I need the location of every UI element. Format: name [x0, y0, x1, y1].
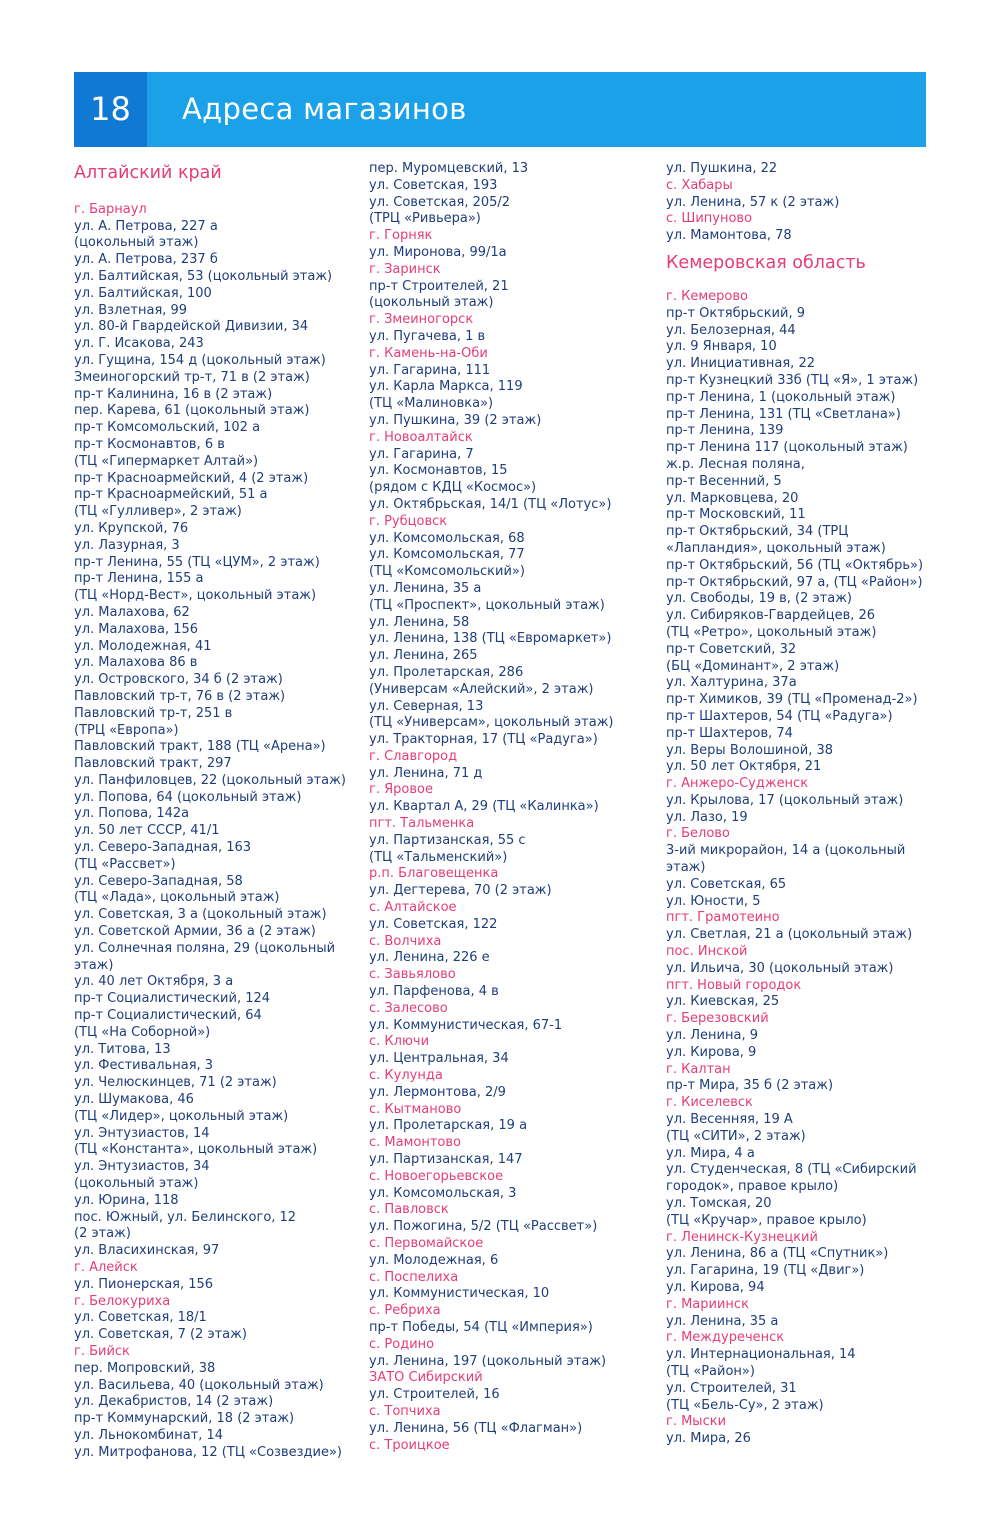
address-line: ул. Лермонтова, 2/9	[369, 1084, 506, 1100]
address-line: пр-т Октябрьский, 34 (ТРЦ	[666, 524, 849, 540]
city-heading: г. Белово	[666, 826, 730, 842]
address-line: ул. Свободы, 19 в, (2 этаж)	[666, 591, 852, 607]
address-line: ул. Ленина, 265	[369, 648, 478, 664]
address-line: ул. Ленина, 56 (ТЦ «Флагман»)	[369, 1420, 583, 1436]
city-heading: г. Алейск	[74, 1260, 138, 1275]
address-line: ул. Коммунистическая, 67-1	[369, 1017, 563, 1033]
address-line: пр-т Мира, 35 б (2 этаж)	[666, 1078, 834, 1094]
address-line: ул. Васильева, 40 (цокольный этаж)	[74, 1377, 324, 1393]
address-line: ул. Льнокомбинат, 14	[74, 1427, 224, 1443]
city-heading: с. Залесово	[369, 1000, 448, 1016]
address-line: ул. Декабристов, 14 (2 этаж)	[74, 1394, 274, 1410]
address-line: ул. Ленина, 71 д	[369, 765, 483, 781]
address-line: ул. Пугачева, 1 в	[369, 328, 486, 344]
address-line: ул. Ленина, 226 е	[369, 950, 490, 966]
address-line: ул. Партизанская, 147	[369, 1152, 523, 1168]
address-line: (ТЦ «Проспект», цокольный этаж)	[369, 597, 605, 613]
city-heading: пос. Инской	[666, 944, 748, 960]
address-line: ул. Пионерская, 156	[74, 1276, 214, 1292]
address-line: ул. Ленина, 57 к (2 этаж)	[666, 194, 840, 210]
address-line: ул. Томская, 20	[666, 1196, 772, 1212]
address-line: ул. Советская, 3 а (цокольный этаж)	[74, 907, 327, 923]
address-line: ул. Кирова, 94	[666, 1280, 765, 1295]
address-line: ул. Советская, 65	[666, 876, 787, 892]
city-heading: г. Бийск	[74, 1343, 130, 1359]
address-line: ул. Малахова, 62	[74, 604, 190, 620]
city-heading: с. Топчиха	[369, 1403, 441, 1419]
address-line: (рядом с КДЦ «Космос»)	[369, 480, 537, 496]
address-line: (ТЦ «Константа», цокольный этаж)	[74, 1142, 318, 1158]
city-heading: пгт. Грамотеино	[666, 910, 780, 926]
address-line: пр-т Социалистический, 124	[74, 991, 271, 1007]
address-line: ул. Ленина, 197 (цокольный этаж)	[369, 1353, 607, 1369]
address-line: этаж)	[74, 957, 114, 973]
address-line: ул. Советская, 205/2	[369, 194, 511, 210]
address-line: пр-т Советский, 32	[666, 641, 797, 657]
address-line: пер. Карева, 61 (цокольный этаж)	[74, 403, 310, 419]
address-line: пр-т Космонавтов, 6 в	[74, 436, 225, 452]
city-heading: с. Шипуново	[666, 211, 753, 227]
address-line: (ТЦ «Кручар», правое крыло)	[666, 1212, 867, 1228]
address-line: (ТЦ «Малиновка»)	[369, 396, 494, 412]
address-line: (БЦ «Доминант», 2 этаж)	[666, 658, 840, 674]
address-line: ул. Северо-Западная, 163	[74, 840, 252, 856]
address-line: пр-т Московский, 11	[666, 507, 806, 523]
address-line: (ТЦ «Рассвет»)	[74, 856, 176, 872]
address-line: пр-т Химиков, 39 (ТЦ «Променад-2»)	[666, 692, 918, 708]
city-heading: с. Ключи	[369, 1034, 430, 1050]
city-heading: г. Барнаул	[74, 201, 147, 217]
address-line: ул. Взлетная, 99	[74, 302, 188, 318]
address-line: ул. 9 Января, 10	[666, 339, 777, 355]
address-line: ул. Попова, 142а	[74, 806, 190, 822]
address-line: ул. Балтийская, 100	[74, 285, 212, 301]
address-line: ул. Квартал А, 29 (ТЦ «Калинка»)	[369, 799, 599, 815]
address-line: пр-т Социалистический, 64	[74, 1008, 262, 1024]
city-heading: г. Новоалтайск	[369, 429, 473, 445]
address-line: (ТЦ «Гулливер», 2 этаж)	[74, 504, 242, 520]
address-line: ул. Пушкина, 39 (2 этаж)	[369, 412, 542, 428]
address-line: ул. Гущина, 154 д (цокольный этаж)	[74, 352, 326, 368]
address-line: ул. Киевская, 25	[666, 994, 780, 1010]
address-line: пер. Муромцевский, 13	[369, 161, 529, 176]
address-line: пр-т Весенний, 5	[666, 473, 782, 489]
address-line: ул. Дегтерева, 70 (2 этаж)	[369, 883, 552, 899]
address-line: пр-т Октябрьский, 97 а, (ТЦ «Район»)	[666, 574, 923, 590]
page-title: Адреса магазинов	[182, 92, 467, 126]
address-line: (цокольный этаж)	[74, 235, 199, 251]
address-line: ул. Тракторная, 17 (ТЦ «Радуга»)	[369, 732, 598, 748]
address-line: ул. Митрофанова, 12 (ТЦ «Созвездие»)	[74, 1444, 342, 1460]
address-line: ул. Сибиряков-Гвардейцев, 26	[666, 608, 876, 624]
page-number: 18	[74, 72, 147, 147]
city-heading: с. Павловск	[369, 1202, 449, 1218]
address-column-1	[74, 161, 346, 1462]
address-line: ул. Космонавтов, 15	[369, 463, 508, 479]
address-line: ул. 80-й Гвардейской Дивизии, 34	[74, 319, 309, 335]
address-line: ул. Молодежная, 6	[369, 1252, 499, 1268]
address-line: ул. Лазурная, 3	[74, 537, 180, 553]
address-line: ул. Ленина, 86 а (ТЦ «Спутник»)	[666, 1246, 889, 1262]
address-line: ул. Октябрьская, 14/1 (ТЦ «Лотус»)	[369, 496, 612, 512]
address-line: пр-т Шахтеров, 54 (ТЦ «Радуга»)	[666, 708, 893, 724]
address-line: (ТЦ «Тальменский»)	[369, 849, 508, 865]
address-line: (ТЦ «Лидер», цокольный этаж)	[74, 1108, 289, 1124]
address-line: (цокольный этаж)	[369, 295, 494, 311]
address-line: пр-т Ленина, 155 а	[74, 571, 204, 587]
address-line: ул. Советская, 18/1	[74, 1310, 207, 1326]
city-heading: с. Новоегорьевское	[369, 1168, 504, 1184]
address-line: ул. Халтурина, 37а	[666, 675, 797, 691]
address-line: (ТЦ «СИТИ», 2 этаж)	[666, 1128, 806, 1144]
address-line: пр-т Ленина 117 (цокольный этаж)	[666, 440, 908, 456]
address-line: ул. Юности, 5	[666, 893, 761, 909]
address-line: ул. Пролетарская, 19 а	[369, 1118, 528, 1134]
address-line: ул. Пролетарская, 286	[369, 664, 524, 680]
city-heading: ЗАТО Сибирский	[369, 1370, 483, 1386]
city-heading: г. Калтан	[666, 1061, 731, 1077]
address-line: ул. Советской Армии, 36 а (2 этаж)	[74, 924, 316, 940]
address-line: пос. Южный, ул. Белинского, 12	[74, 1209, 297, 1225]
city-heading: г. Междуреченск	[666, 1330, 785, 1346]
city-heading: с. Троицкое	[369, 1437, 450, 1453]
address-line: ул. Шумакова, 46	[74, 1092, 194, 1108]
address-line: ул. Коммунистическая, 10	[369, 1286, 550, 1302]
address-line: ул. Крупской, 76	[74, 520, 189, 536]
address-line: пр-т Строителей, 21	[369, 278, 509, 294]
address-line: пр-т Ленина, 55 (ТЦ «ЦУМ», 2 этаж)	[74, 554, 320, 570]
address-line: пр-т Кузнецкий 33б (ТЦ «Я», 1 этаж)	[666, 372, 919, 388]
address-line: ул. Лазо, 19	[666, 809, 748, 825]
city-heading: с. Алтайское	[369, 900, 457, 916]
address-line: ул. Комсомольская, 68	[369, 530, 525, 546]
city-heading: г. Березовский	[666, 1011, 769, 1027]
city-heading: с. Ребриха	[369, 1303, 441, 1319]
address-line: ул. Пушкина, 22	[666, 161, 778, 176]
address-line: Павловский тракт, 297	[74, 756, 232, 772]
address-line: (ТЦ «Норд-Вест», цокольный этаж)	[74, 588, 317, 604]
city-heading: г. Анжеро-Судженск	[666, 776, 809, 792]
city-heading: пгт. Тальменка	[369, 816, 475, 832]
address-line: ул. Ильича, 30 (цокольный этаж)	[666, 960, 894, 976]
city-heading: пгт. Новый городок	[666, 977, 802, 993]
address-line: ул. Советская, 193	[369, 177, 498, 193]
address-line: (ТЦ «На Соборной»)	[74, 1024, 211, 1040]
address-line: пр-т Калинина, 16 в (2 этаж)	[74, 386, 273, 402]
address-line: ул. 50 лет СССР, 41/1	[74, 823, 220, 839]
city-heading: г. Яровое	[369, 782, 433, 798]
address-line: ул. Ленина, 9	[666, 1028, 758, 1044]
city-heading: г. Славгород	[369, 748, 458, 764]
address-line: (ТЦ «Район»)	[666, 1363, 755, 1379]
address-line: пр-т Комсомольский, 102 а	[74, 420, 261, 436]
address-line: ул. Ленина, 138 (ТЦ «Евромаркет»)	[369, 631, 612, 647]
address-line: ул. Весенняя, 19 А	[666, 1112, 793, 1128]
address-line: ул. Власихинская, 97	[74, 1243, 220, 1259]
address-line: пр-т Октябрьский, 56 (ТЦ «Октябрь»)	[666, 557, 924, 573]
address-line: ул. 50 лет Октября, 21	[666, 759, 822, 775]
city-heading: г. Рубцовск	[369, 513, 448, 529]
address-line: (ТЦ «Универсам», цокольный этаж)	[369, 715, 614, 731]
address-line: пр-т Красноармейский, 51 а	[74, 487, 268, 503]
region-heading: Кемеровская область	[666, 252, 866, 273]
address-line: ул. Островского, 34 б (2 этаж)	[74, 672, 283, 688]
address-line: ул. Гагарина, 19 (ТЦ «Двиг»)	[666, 1263, 865, 1279]
address-line: (Универсам «Алейский», 2 этаж)	[369, 681, 594, 697]
city-heading: г. Мариинск	[666, 1296, 749, 1312]
address-line: ул. Балтийская, 53 (цокольный этаж)	[74, 268, 333, 284]
city-heading: с. Волчиха	[369, 933, 442, 949]
address-line: Павловский тракт, 188 (ТЦ «Арена»)	[74, 739, 326, 755]
address-line: ул. Энтузиастов, 34	[74, 1159, 210, 1175]
city-heading: г. Ленинск-Кузнецкий	[666, 1229, 818, 1245]
city-heading: р.п. Благовещенка	[369, 866, 499, 882]
address-line: ул. Челюскинцев, 71 (2 этаж)	[74, 1075, 277, 1091]
address-line: ул. Строителей, 31	[666, 1380, 797, 1396]
city-heading: с. Первомайское	[369, 1236, 484, 1251]
address-line: ул. Светлая, 21 а (цокольный этаж)	[666, 927, 913, 943]
address-line: ул. Гагарина, 7	[369, 446, 474, 462]
city-heading: г. Белокуриха	[74, 1293, 171, 1309]
address-line: Змеиногорский тр-т, 71 в (2 этаж)	[74, 369, 310, 385]
city-heading: г. Мыски	[666, 1414, 727, 1430]
city-heading: с. Мамонтово	[369, 1135, 461, 1151]
city-heading: г. Заринск	[369, 261, 441, 277]
address-line: (ТЦ «Бель-Су», 2 этаж)	[666, 1397, 824, 1413]
spacer	[74, 185, 346, 202]
city-heading: с. Хабары	[666, 177, 733, 193]
address-line: ул. Студенческая, 8 (ТЦ «Сибирский	[666, 1162, 917, 1178]
address-line: (ТЦ «Комсомольский»)	[369, 564, 525, 580]
city-heading: г. Киселевск	[666, 1095, 753, 1111]
address-line: ул. Молодежная, 41	[74, 638, 212, 654]
address-line: пр-т Красноармейский, 4 (2 этаж)	[74, 470, 309, 486]
address-line: ул. Парфенова, 4 в	[369, 984, 499, 1000]
address-line: ул. Кирова, 9	[666, 1044, 757, 1060]
address-line: «Лапландия», цокольный этаж)	[666, 540, 886, 556]
address-line: (ТЦ «Лада», цокольный этаж)	[74, 890, 280, 906]
address-line: ул. Мира, 26	[666, 1431, 751, 1447]
city-heading: с. Родино	[369, 1336, 435, 1352]
address-line: ул. Ленина, 58	[369, 614, 470, 630]
address-line: ул. Северная, 13	[369, 698, 484, 714]
address-line: ул. Марковцева, 20	[666, 490, 799, 506]
address-line: Павловский тр-т, 251 в	[74, 705, 233, 721]
address-line: (ТРЦ «Ривьера»)	[369, 211, 481, 227]
address-line: ул. Крылова, 17 (цокольный этаж)	[666, 792, 904, 808]
address-line: (ТЦ «Гипермаркет Алтай»)	[74, 453, 259, 469]
address-line: ул. Мира, 4 а	[666, 1145, 755, 1161]
address-line: (ТЦ «Ретро», цокольный этаж)	[666, 624, 877, 640]
address-line: ул. Миронова, 99/1а	[369, 244, 507, 260]
address-line: ул. Пожогина, 5/2 (ТЦ «Рассвет»)	[369, 1219, 598, 1235]
address-line: ул. Интернациональная, 14	[666, 1347, 856, 1363]
address-line: ул. Г. Исакова, 243	[74, 336, 204, 352]
address-line: ул. Малахова, 156	[74, 621, 199, 637]
address-line: пр-т Шахтеров, 74	[666, 725, 793, 741]
address-line: пер. Мопровский, 38	[74, 1360, 216, 1376]
address-line: ул. Попова, 64 (цокольный этаж)	[74, 789, 302, 805]
address-line: (ТРЦ «Европа»)	[74, 722, 179, 738]
address-column-3	[666, 161, 923, 1448]
address-line: городок», правое крыло)	[666, 1179, 839, 1195]
address-line: (2 этаж)	[74, 1226, 131, 1242]
region-heading: Алтайский край	[74, 163, 222, 183]
address-line: пр-т Октябрьский, 9	[666, 305, 805, 321]
city-heading: г. Камень-на-Оби	[369, 345, 488, 361]
address-line: ул. Ленина, 35 а	[666, 1313, 779, 1329]
address-line: ул. Титова, 13	[74, 1041, 171, 1057]
address-line: ул. Гагарина, 111	[369, 362, 491, 378]
address-line: ул. Энтузиастов, 14	[74, 1125, 210, 1141]
address-line: пр-т Коммунарский, 18 (2 этаж)	[74, 1411, 295, 1427]
address-line: пр-т Ленина, 131 (ТЦ «Светлана»)	[666, 406, 901, 422]
address-line: ул. Юрина, 118	[74, 1192, 179, 1208]
address-line: ул. Панфиловцев, 22 (цокольный этаж)	[74, 772, 346, 788]
address-line: ул. А. Петрова, 227 а	[74, 218, 218, 234]
address-line: ул. А. Петрова, 237 б	[74, 252, 218, 268]
address-line: ул. Советская, 122	[369, 916, 498, 932]
address-line: пр-т Победы, 54 (ТЦ «Империя»)	[369, 1319, 593, 1335]
page-header	[74, 72, 926, 147]
city-heading: с. Кулунда	[369, 1068, 443, 1084]
address-line: ж.р. Лесная поляна,	[666, 456, 805, 472]
address-line: ул. Строителей, 16	[369, 1387, 500, 1403]
city-heading: г. Кемерово	[666, 288, 748, 304]
address-line: ул. Малахова 86 в	[74, 655, 198, 671]
address-line: ул. Комсомольская, 77	[369, 547, 525, 563]
address-line: ул. Солнечная поляна, 29 (цокольный	[74, 940, 336, 956]
address-line: 3-ий микрорайон, 14 а (цокольный	[666, 843, 906, 859]
address-line: ул. Центральная, 34	[369, 1051, 509, 1067]
address-line: ул. Советская, 7 (2 этаж)	[74, 1327, 247, 1343]
address-line: пр-т Ленина, 139	[666, 423, 784, 439]
city-heading: с. Кытманово	[369, 1101, 462, 1117]
city-heading: с. Завьялово	[369, 967, 456, 983]
address-line: ул. Инициативная, 22	[666, 356, 815, 372]
address-line: ул. Веры Волошиной, 38	[666, 742, 834, 758]
city-heading: г. Горняк	[369, 228, 433, 244]
address-line: Павловский тр-т, 76 в (2 этаж)	[74, 688, 286, 704]
address-line: (цокольный этаж)	[74, 1176, 199, 1192]
address-column-2	[369, 161, 614, 1454]
address-line: этаж)	[666, 860, 706, 876]
address-line: ул. Северо-Западная, 58	[74, 873, 243, 889]
address-line: ул. Карла Маркса, 119	[369, 379, 523, 395]
address-line: ул. Комсомольская, 3	[369, 1185, 517, 1201]
address-line: ул. Фестивальная, 3	[74, 1058, 214, 1074]
address-line: ул. 40 лет Октября, 3 а	[74, 974, 234, 990]
address-line: ул. Белозерная, 44	[666, 322, 796, 338]
address-line: ул. Ленина, 35 а	[369, 580, 482, 596]
address-line: пр-т Ленина, 1 (цокольный этаж)	[666, 389, 896, 405]
city-heading: с. Поспелиха	[369, 1269, 459, 1285]
address-line: ул. Мамонтова, 78	[666, 228, 792, 244]
address-line: ул. Партизанская, 55 с	[369, 832, 526, 848]
city-heading: г. Змеиногорск	[369, 312, 474, 328]
